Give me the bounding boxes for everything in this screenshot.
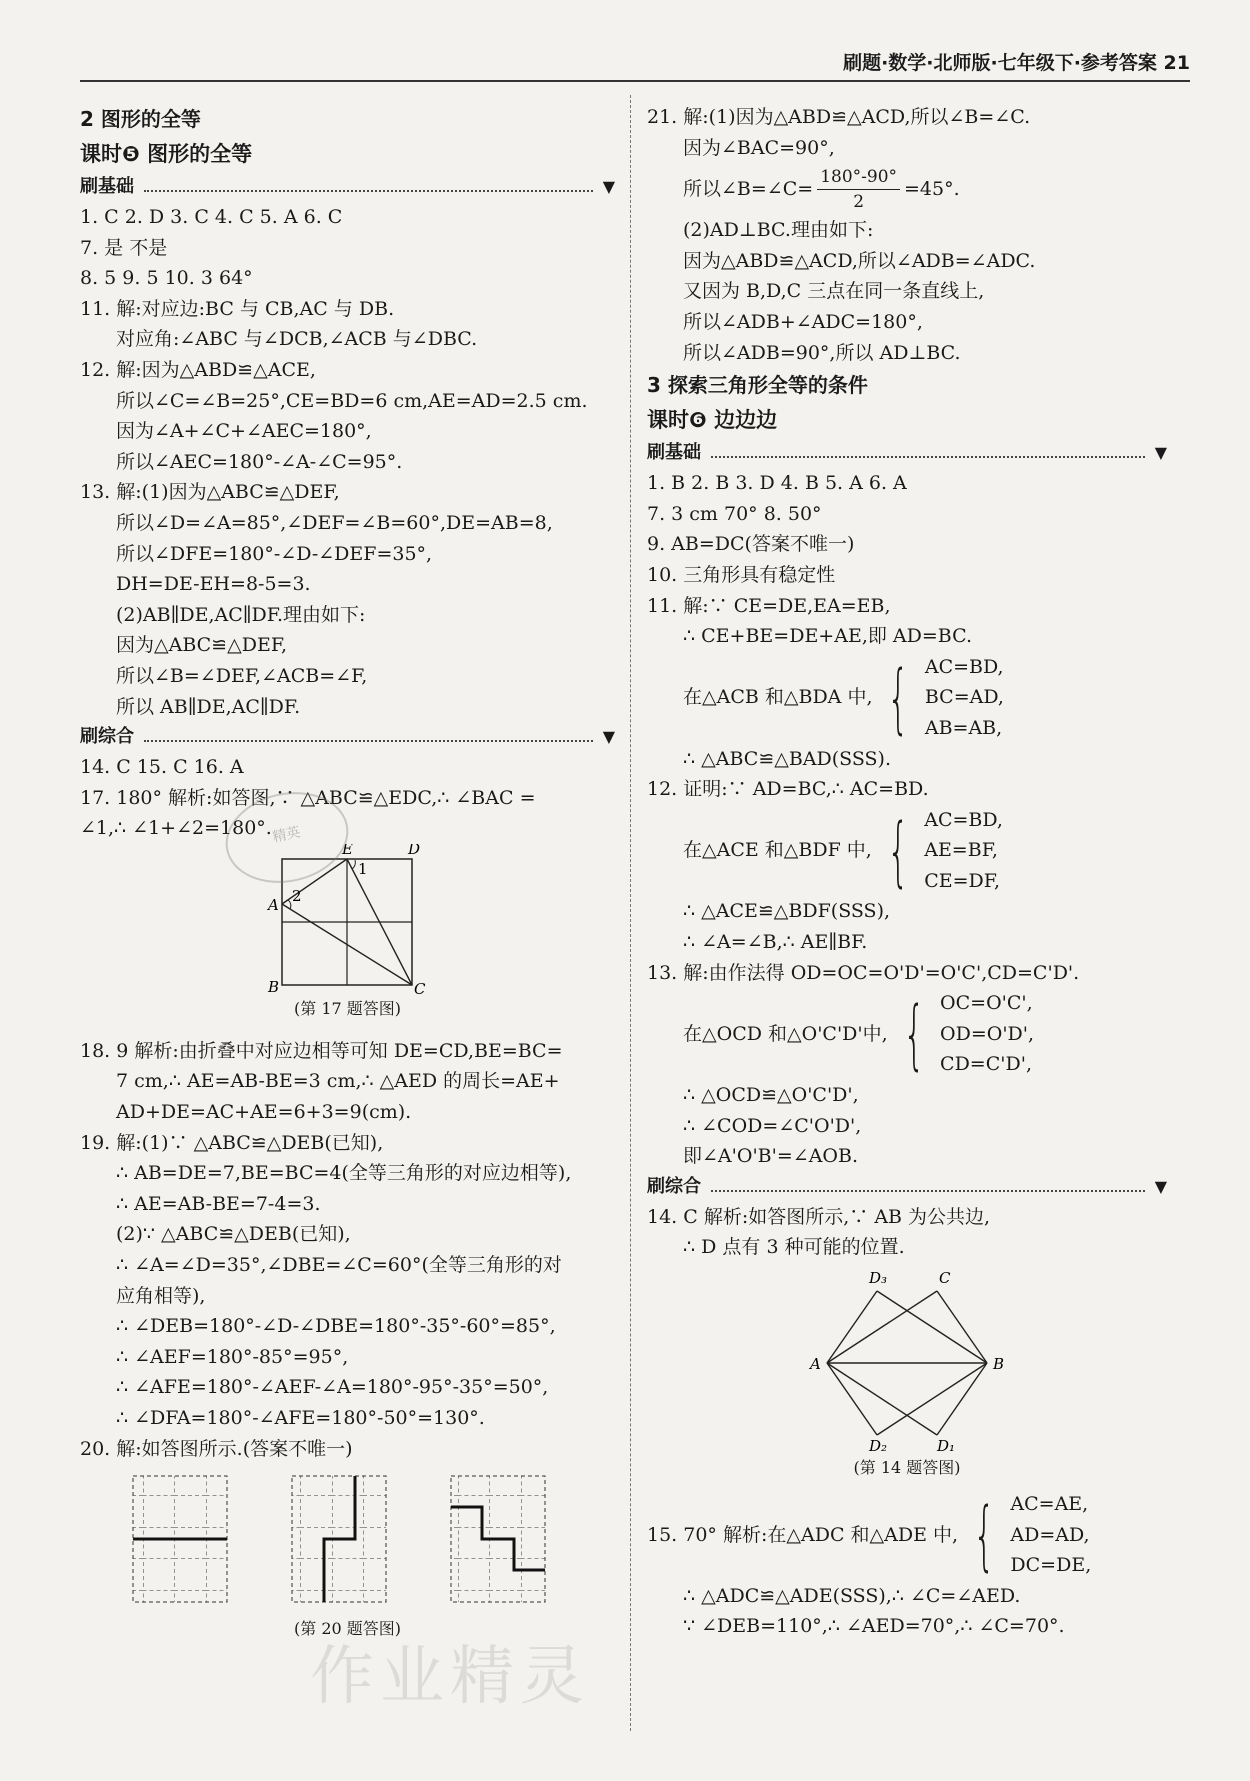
figure-14 [647, 1263, 1167, 1453]
fig14-label-d1: D₁ [937, 1437, 956, 1453]
answer-line: ∴ △OCD≌△O'C'D', [683, 1084, 859, 1107]
answer-line: 13. 解:(1)因为△ABC≌△DEF, [80, 481, 340, 504]
fig14-label-b: B [993, 1355, 1005, 1373]
system-line: CE=DF, [924, 869, 1001, 892]
fig14-caption: (第 14 题答图) [853, 1458, 961, 1477]
answer-line: ∴ AE=AB-BE=7-4=3. [116, 1192, 321, 1215]
comprehensive-label: 刷综合 [647, 1175, 701, 1197]
answer-line: 所以 AB∥DE,AC∥DF. [116, 695, 301, 718]
answer-line: 9. AB=DC(答案不唯一) [647, 533, 855, 556]
answer-line: AD+DE=AC+AE=6+3=9(cm). [116, 1101, 412, 1124]
answer-line: 所以∠ADB=90°,所以 AD⊥BC. [683, 341, 961, 364]
system-lines [925, 652, 1004, 744]
frac-post: =45°. [904, 177, 960, 200]
answer-line: 1. C 2. D 3. C 4. C 5. A 6. C [80, 206, 343, 228]
answer-line: 14. C 解析:如答图所示,∵ AB 为公共边, [647, 1205, 991, 1228]
answers-block-e [647, 468, 1167, 652]
fig14-label-d3: D₃ [869, 1269, 888, 1287]
answer-line: 14. C 15. C 16. A [80, 756, 244, 779]
answer-line: ∴ CE+BE=DE+AE,即 AD=BC. [683, 625, 972, 648]
frac-pre: 所以∠B=∠C= [683, 177, 814, 200]
system-line: OC=O'C', [940, 992, 1033, 1015]
system-line: AC=BD, [924, 808, 1003, 831]
system-line: OD=O'D', [940, 1022, 1035, 1045]
system-lines [1010, 1489, 1091, 1581]
system-line: AC=BD, [924, 655, 1004, 678]
comprehensive-section-header [647, 1172, 1167, 1202]
answer-line: ∴ △ACE≌△BDF(SSS), [683, 900, 891, 923]
left-brace-icon: { [902, 989, 925, 1079]
system-intro: 在△ACB 和△BDA 中, [683, 686, 873, 709]
fig17-label-b: B [268, 977, 280, 994]
answer-line: ∴ △ADC≌△ADE(SSS),∴ ∠C=∠AED. [683, 1584, 1021, 1607]
page-header [80, 40, 1190, 82]
answer-line: 11. 解:对应边:BC 与 CB,AC 与 DB. [80, 297, 395, 320]
system-line: DC=DE, [1010, 1554, 1092, 1577]
answer-line: 所以∠ADB+∠ADC=180°, [683, 310, 923, 333]
fig17-label-1: 1 [358, 859, 368, 878]
answer-line: ∴ ∠A=∠D=35°,∠DBE=∠C=60°(全等三角形的对 [116, 1254, 562, 1277]
triangle-down-icon: ▼ [1154, 1176, 1167, 1196]
dotted-rule [711, 1190, 1145, 1192]
comprehensive-label: 刷综合 [80, 726, 134, 748]
fig17-label-2: 2 [292, 886, 302, 905]
answer-line: 因为∠BAC=90°, [683, 136, 835, 159]
frac-denominator: 2 [853, 191, 865, 212]
system-line: AD=AD, [1010, 1523, 1090, 1546]
basic-label: 刷基础 [647, 442, 701, 464]
system-line: CD=C'D', [940, 1053, 1032, 1076]
answer-line: ∴ AB=DE=7,BE=BC=4(全等三角形的对应边相等), [116, 1162, 572, 1185]
basic-section-header [647, 438, 1167, 468]
answer-line: ∠1,∴ ∠1+∠2=180°. [80, 817, 272, 840]
q21-fraction-line [647, 163, 1167, 215]
system-line: AC=AE, [1010, 1493, 1089, 1515]
fraction [817, 165, 900, 214]
fig17-label-e: E [342, 843, 353, 858]
answer-line: 12. 证明:∵ AD=BC,∴ AC=BD. [647, 778, 929, 801]
answers-block-d [647, 215, 1167, 368]
left-brace-icon: { [887, 652, 910, 742]
answer-line: 所以∠B=∠DEF,∠ACB=∠F, [116, 664, 368, 687]
fig14-label-a: A [810, 1355, 821, 1373]
answer-line: 所以∠DFE=180°-∠D-∠DEF=35°, [116, 542, 433, 565]
answer-line: ∴ ∠AFE=180°-∠AEF-∠A=180°-95°-35°=50°, [116, 1376, 549, 1399]
answer-line: ∴ ∠DFA=180°-∠AFE=180°-50°=130°. [116, 1407, 485, 1429]
triangle-down-icon: ▼ [602, 727, 615, 747]
dotted-rule [144, 190, 593, 192]
answer-line: 因为△ABC≌△DEF, [116, 634, 288, 657]
lesson-title: 课时❻ 边边边 [647, 408, 778, 433]
fig14-label-d2: D₂ [869, 1437, 888, 1453]
answer-line: 应角相等), [116, 1284, 206, 1307]
left-brace-icon: { [887, 805, 909, 895]
answer-line: 所以∠AEC=180°-∠A-∠C=95°. [116, 450, 403, 473]
dotted-rule [711, 456, 1145, 458]
dotted-rule [144, 740, 593, 742]
system-line: BC=AD, [924, 686, 1004, 709]
watermark-text: 作业精灵 [310, 1640, 590, 1714]
answer-line: 7. 是 不是 [80, 236, 168, 259]
triangle-down-icon: ▼ [602, 177, 615, 196]
answer-line: ∵ ∠DEB=110°,∴ ∠AED=70°,∴ ∠C=70°. [683, 1615, 1065, 1638]
basic-section-header [80, 172, 615, 202]
answer-line: 19. 解:(1)∵ △ABC≌△DEB(已知), [80, 1131, 384, 1154]
answer-line: 18. 9 解析:由折叠中对应边相等可知 DE=CD,BE=BC= [80, 1039, 563, 1062]
answer-line: 10. 三角形具有稳定性 [647, 563, 836, 586]
answer-line: ∴ ∠A=∠B,∴ AE∥BF. [683, 931, 868, 954]
answers-block-a [80, 202, 615, 722]
comprehensive-section-header [80, 722, 615, 752]
section-title: 3 探索三角形全等的条件 [647, 373, 868, 398]
fig20-grid-2 [292, 1476, 386, 1602]
q11-system [647, 652, 1167, 744]
answer-line: 21. 解:(1)因为△ABD≌△ACD,所以∠B=∠C. [647, 106, 1031, 128]
answer-line: 对应角:∠ABC 与∠DCB,∠ACB 与∠DBC. [116, 328, 478, 351]
stamp-seal: 精英 [217, 781, 357, 894]
q13-system [647, 988, 1167, 1080]
column-divider [630, 95, 631, 1731]
fig17-label-a: A [268, 895, 279, 914]
lesson-title: 课时❺ 图形的全等 [80, 142, 253, 166]
answer-line: 13. 解:由作法得 OD=OC=O'D'=O'C',CD=C'D'. [647, 961, 1080, 984]
answer-line: ∴ ∠COD=∠C'O'D', [683, 1114, 862, 1137]
fig17-label-c: C [414, 979, 426, 994]
fig20-caption: (第 20 题答图) [293, 1619, 402, 1639]
system-line: AE=BF, [924, 839, 998, 862]
answer-line: (2)AD⊥BC.理由如下: [683, 219, 874, 242]
basic-label: 刷基础 [80, 176, 134, 197]
system-intro: 15. 70° 解析:在△ADC 和△ADE 中, [647, 1523, 959, 1546]
answer-line: 1. B 2. B 3. D 4. B 5. A 6. A [647, 472, 907, 495]
frac-numerator: 180°-90° [817, 165, 900, 190]
q12-system [647, 805, 1167, 897]
fig20-grid-3 [451, 1476, 545, 1602]
answer-line: 即∠A'O'B'=∠AOB. [683, 1145, 858, 1168]
q15-system [647, 1489, 1167, 1581]
answer-line: ∴ D 点有 3 种可能的位置. [683, 1236, 905, 1259]
answer-line: 12. 解:因为△ABD≌△ACE, [80, 358, 316, 381]
answer-line: ∴ ∠DEB=180°-∠D-∠DBE=180°-35°-60°=85°, [116, 1315, 556, 1338]
left-brace-icon: { [973, 1489, 996, 1579]
system-lines [940, 988, 1034, 1080]
answer-line: 11. 解:∵ CE=DE,EA=EB, [647, 594, 891, 617]
answer-line: 所以∠C=∠B=25°,CE=BD=6 cm,AE=AD=2.5 cm. [116, 389, 588, 412]
answer-line: ∴ △ABC≌△BAD(SSS). [683, 747, 892, 770]
answers-block-c [80, 1036, 615, 1464]
answer-line: (2)AB∥DE,AC∥DF.理由如下: [116, 603, 366, 626]
answer-line: 7 cm,∴ AE=AB-BE=3 cm,∴ △AED 的周长=AE+ [116, 1070, 560, 1093]
answer-line: ∴ ∠AEF=180°-85°=95°, [116, 1345, 349, 1368]
answer-line: 因为∠A+∠C+∠AEC=180°, [116, 420, 372, 443]
fig17-caption: (第 17 题答图) [293, 998, 402, 1018]
triangle-down-icon: ▼ [1154, 443, 1167, 463]
fig17-label-d: D [408, 843, 421, 858]
fig14-label-c: C [939, 1269, 951, 1287]
right-column [647, 102, 1167, 1642]
answer-line: 又因为 B,D,C 三点在同一条直线上, [683, 280, 985, 303]
left-column [80, 102, 615, 1644]
system-intro: 在△ACE 和△BDF 中, [683, 839, 872, 862]
answer-line: 7. 3 cm 70° 8. 50° [647, 502, 822, 525]
figure-20 [80, 1464, 615, 1614]
fig20-grid-1 [133, 1476, 227, 1602]
figure-17 [80, 844, 615, 994]
answer-line: (2)∵ △ABC≌△DEB(已知), [116, 1223, 351, 1246]
answer-line: 8. 5 9. 5 10. 3 64° [80, 267, 253, 290]
system-intro: 在△OCD 和△O'C'D'中, [683, 1022, 888, 1045]
answer-line: 20. 解:如答图所示.(答案不唯一) [80, 1437, 353, 1460]
answer-line: 17. 180° 解析:如答图,∵ △ABC≌△EDC,∴ ∠BAC = [80, 786, 536, 809]
answer-line: DH=DE-EH=8-5=3. [116, 573, 311, 596]
header-title: 刷题·数学·北师版·七年级下·参考答案 21 [843, 52, 1190, 74]
answer-line: 所以∠D=∠A=85°,∠DEF=∠B=60°,DE=AB=8, [116, 511, 553, 534]
answer-line: 因为△ABD≌△ACD,所以∠ADB=∠ADC. [683, 249, 1036, 272]
system-line: AB=AB, [924, 716, 1003, 739]
section-title: 2 图形的全等 [80, 107, 201, 131]
system-lines [924, 805, 1003, 897]
